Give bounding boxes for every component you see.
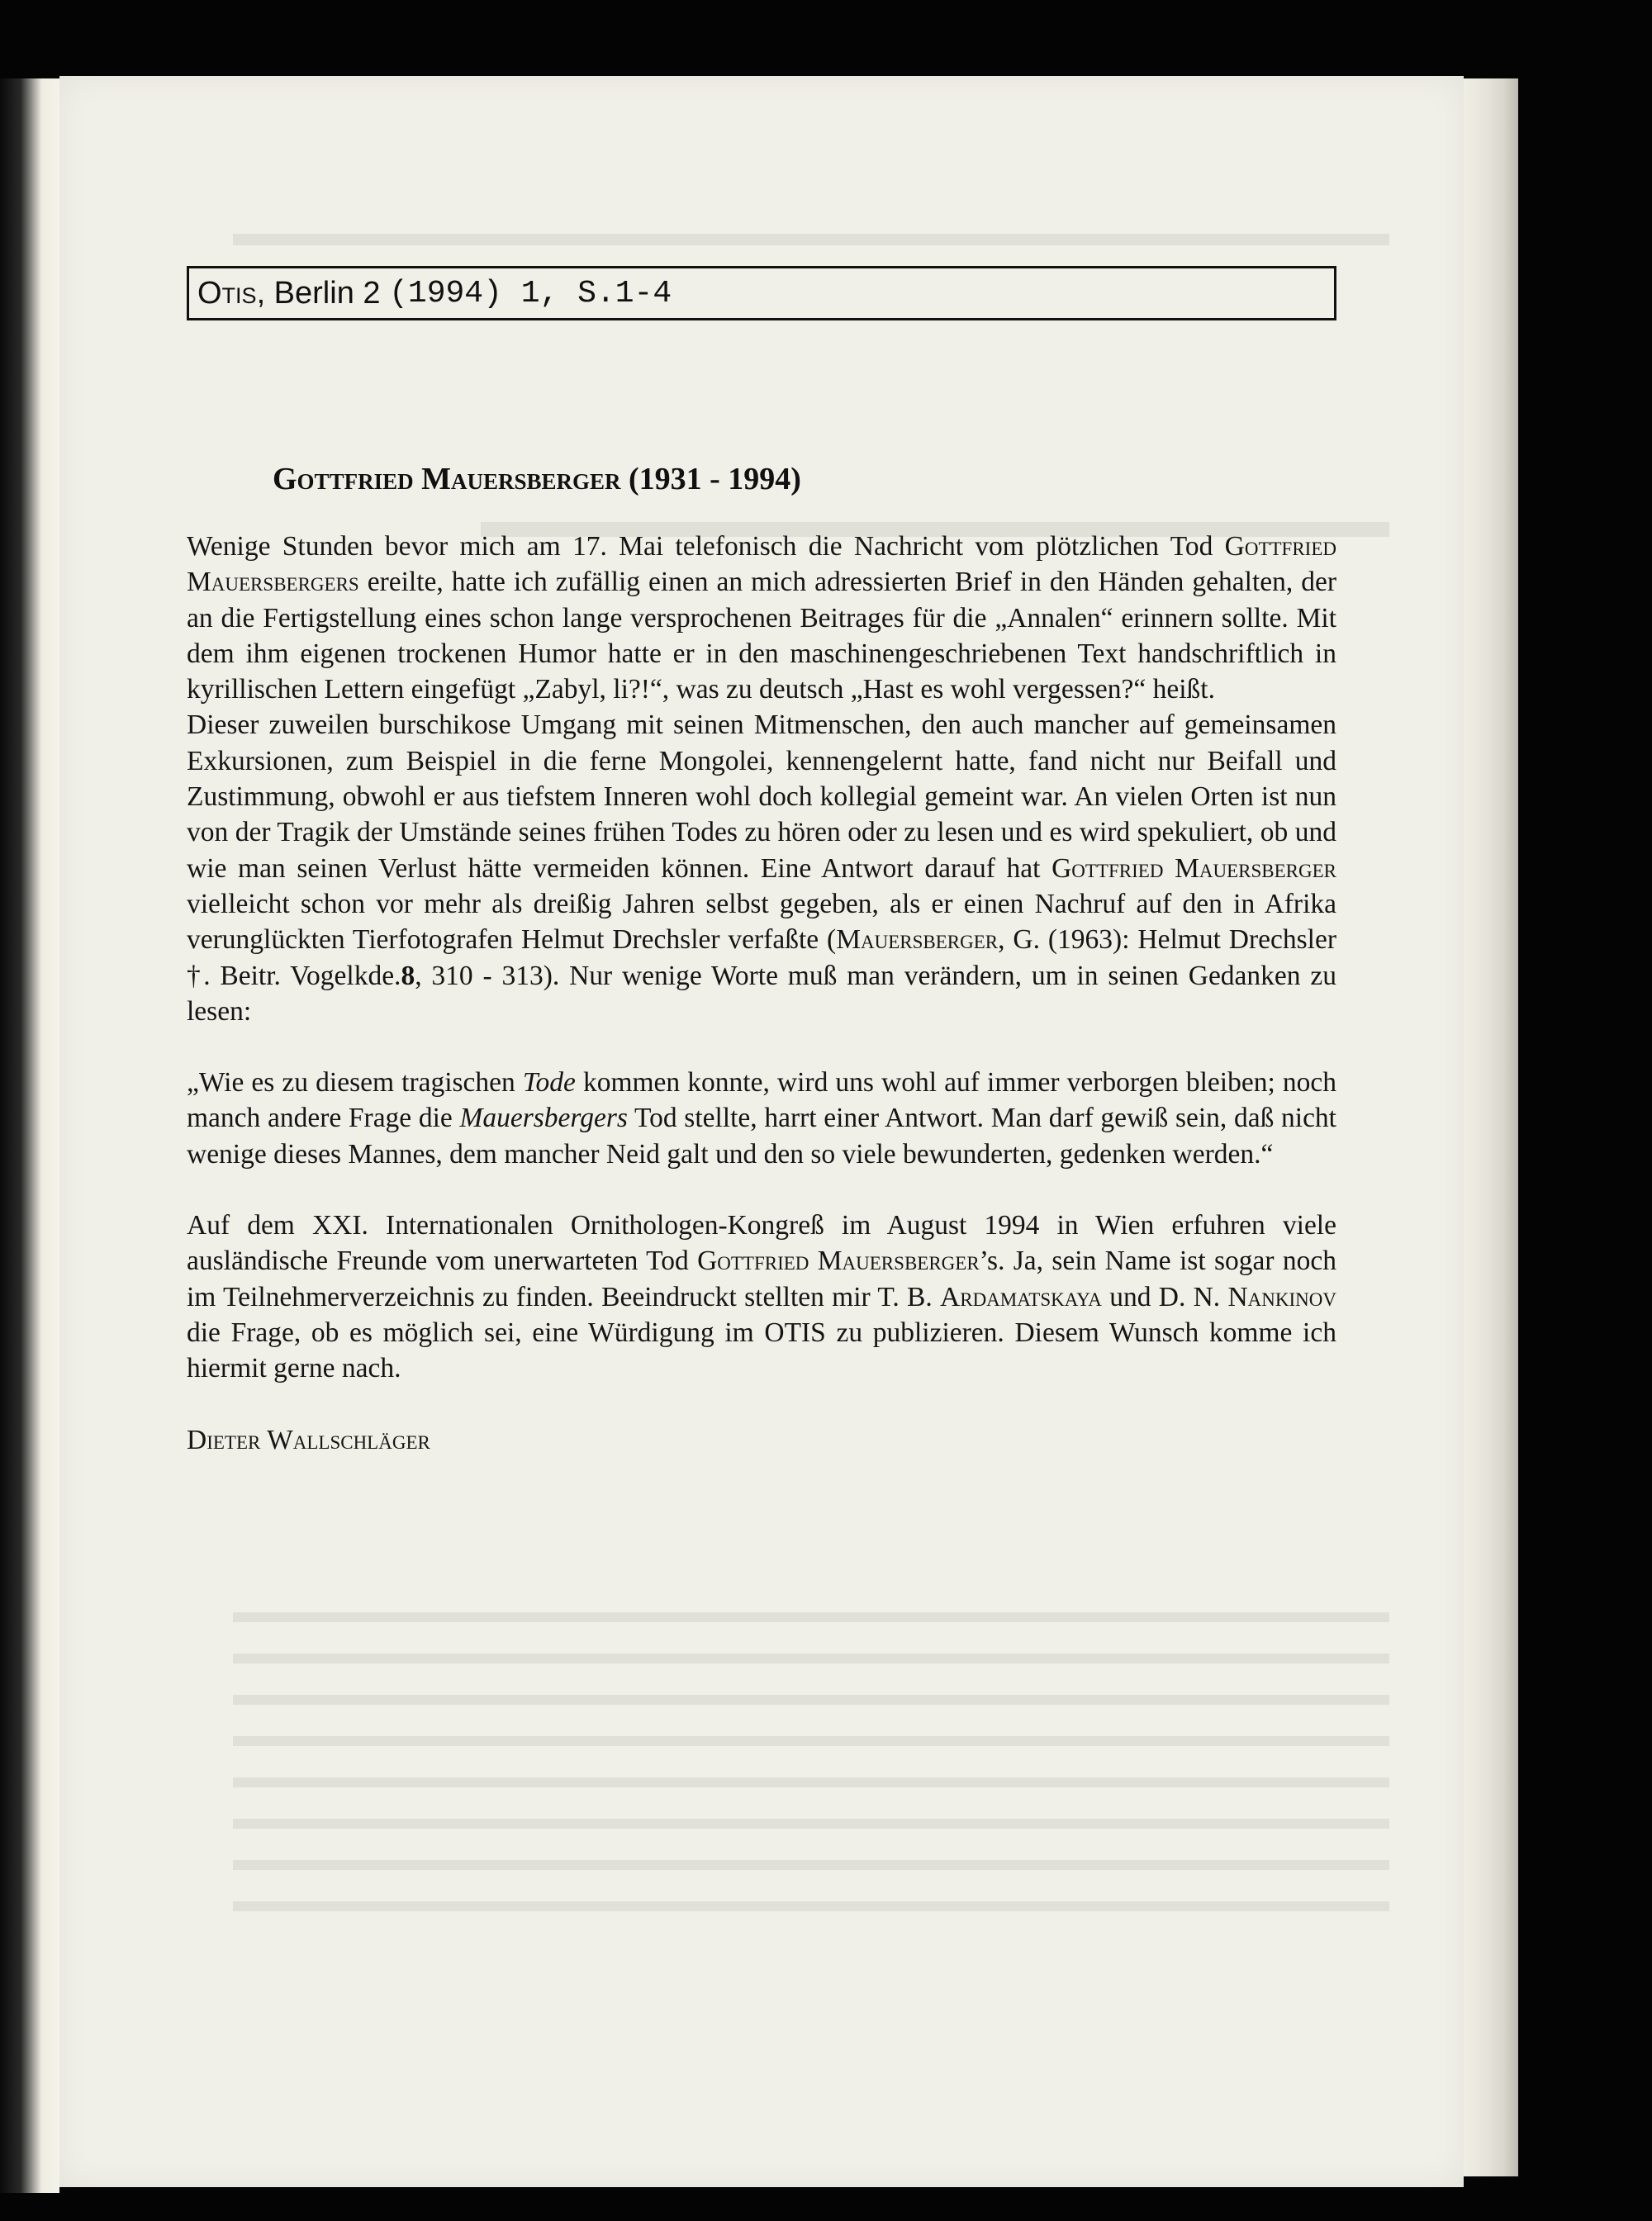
text-run: vielleicht schon vor mehr als dreißig Jahren selbst gegeben, als er einen Nachruf auf den in Afrika verunglückten Tierfotografen Helmut Drechsler verfaßte ( <box>187 888 1336 956</box>
spacer <box>187 1387 1336 1422</box>
page-edge-right <box>1460 78 1518 2176</box>
article-body <box>187 529 1336 1458</box>
show-through-text <box>183 216 1389 262</box>
page-edge-left <box>0 78 59 2193</box>
text-run: kommen konnte, wird uns wohl auf immer verborgen bleiben; noch manch andere Frage die <box>187 1067 1337 1134</box>
text-run: Wenige Stunden bevor mich am 17. Mai telefonisch die Nachricht vom plötzlichen Tod <box>187 531 1225 562</box>
text-run: , G. (1963): Helmut Drechsler †. Beitr. Vogelkde. <box>187 924 1336 991</box>
emphasis-text: Mauersbergers <box>459 1103 628 1134</box>
text-run: die Frage, ob es möglich sei, eine Würdigung im OTIS zu publizieren. Diesem Wunsch komme ich hiermit gerne nach. <box>187 1317 1336 1384</box>
journal-year-issue-pages: (1994) 1, S.1-4 <box>389 275 672 311</box>
text-run: Dieser zuweilen burschikose Umgang mit seinen Mitmenschen, den auch mancher auf gemeinsamen Exkursionen, zum Beispiel in die ferne Mongolei, kennengelernt hatte, fand nicht nur Beifall und Zustimmung, obwohl er aus tiefstem Inneren wohl doch kollegial gemeint war. An vielen Orten ist nun von der Tragik der Umstände seines frühen Todes zu hören oder zu lesen und es wird spekuliert, ob und wie man seinen Verlust hätte vermeiden können. Eine Antwort darauf hat <box>187 709 1336 884</box>
quotation-paragraph <box>187 1065 1336 1172</box>
author-signature: Dieter Wallschläger <box>187 1424 430 1455</box>
journal-name: Otis <box>197 275 257 311</box>
spacer <box>187 1172 1336 1208</box>
volume-number: 8 <box>401 960 415 991</box>
spacer <box>187 1029 1336 1065</box>
paragraph <box>187 707 1336 1029</box>
show-through-text <box>183 1596 1389 2025</box>
person-name: Ardamatskaya <box>940 1281 1102 1312</box>
text-run: Auf dem XXI. Internationalen Ornithologen-Kongreß im August 1994 in Wien erfuhren viele ausländische Freunde vom unerwarteten Tod <box>187 1210 1336 1277</box>
text-run: und D. N. <box>1101 1281 1228 1312</box>
person-name: Gottfried Mauersberger <box>1051 852 1336 884</box>
person-name: Nankinov <box>1227 1281 1336 1312</box>
paragraph <box>187 529 1336 707</box>
article-title: Gottfried Mauersberger (1931 - 1994) <box>273 462 801 496</box>
citation-header <box>187 266 1336 320</box>
text-run: Tod stellte, harrt einer Antwort. Man darf gewiß sein, daß nicht wenige dieses Mannes, dem mancher Neid galt und den so viele bewunderten, gedenken werden.“ <box>187 1103 1336 1170</box>
person-name: Mauersberger <box>836 924 999 956</box>
emphasis-text: Tode <box>522 1067 576 1099</box>
journal-city-volume: , Berlin 2 <box>256 275 381 311</box>
paragraph <box>187 1208 1336 1386</box>
text-run: ereilte, hatte ich zufällig einen an mich adressierten Brief in den Händen gehalten, der an die Fertigstellung eines schon lange versprochenen Beitrages für die „Annalen“ erinnern sollte. Mit dem ihm eigenen trockenen Humor hatte er in den maschinengeschriebenen Text handschriftlich in kyrillischen Lettern eingefügt „Zabyl, li?!“, was zu deutsch „Hast es wohl vergessen?“ heißt. <box>187 567 1336 705</box>
text-run: , 310 - 313). Nur wenige Worte muß man verändern, um in seinen Gedanken zu lesen: <box>187 960 1336 1027</box>
person-name: Gottfried Mauersbergers <box>187 531 1336 598</box>
person-name: Gottfried Mauersberger <box>697 1246 980 1277</box>
text-run: „Wie es zu diesem tragischen <box>187 1067 523 1099</box>
text-run: ’s. Ja, sein Name ist sogar noch im Teilnehmerverzeichnis zu finden. Beeindruckt stellten mir T. B. <box>187 1246 1337 1312</box>
